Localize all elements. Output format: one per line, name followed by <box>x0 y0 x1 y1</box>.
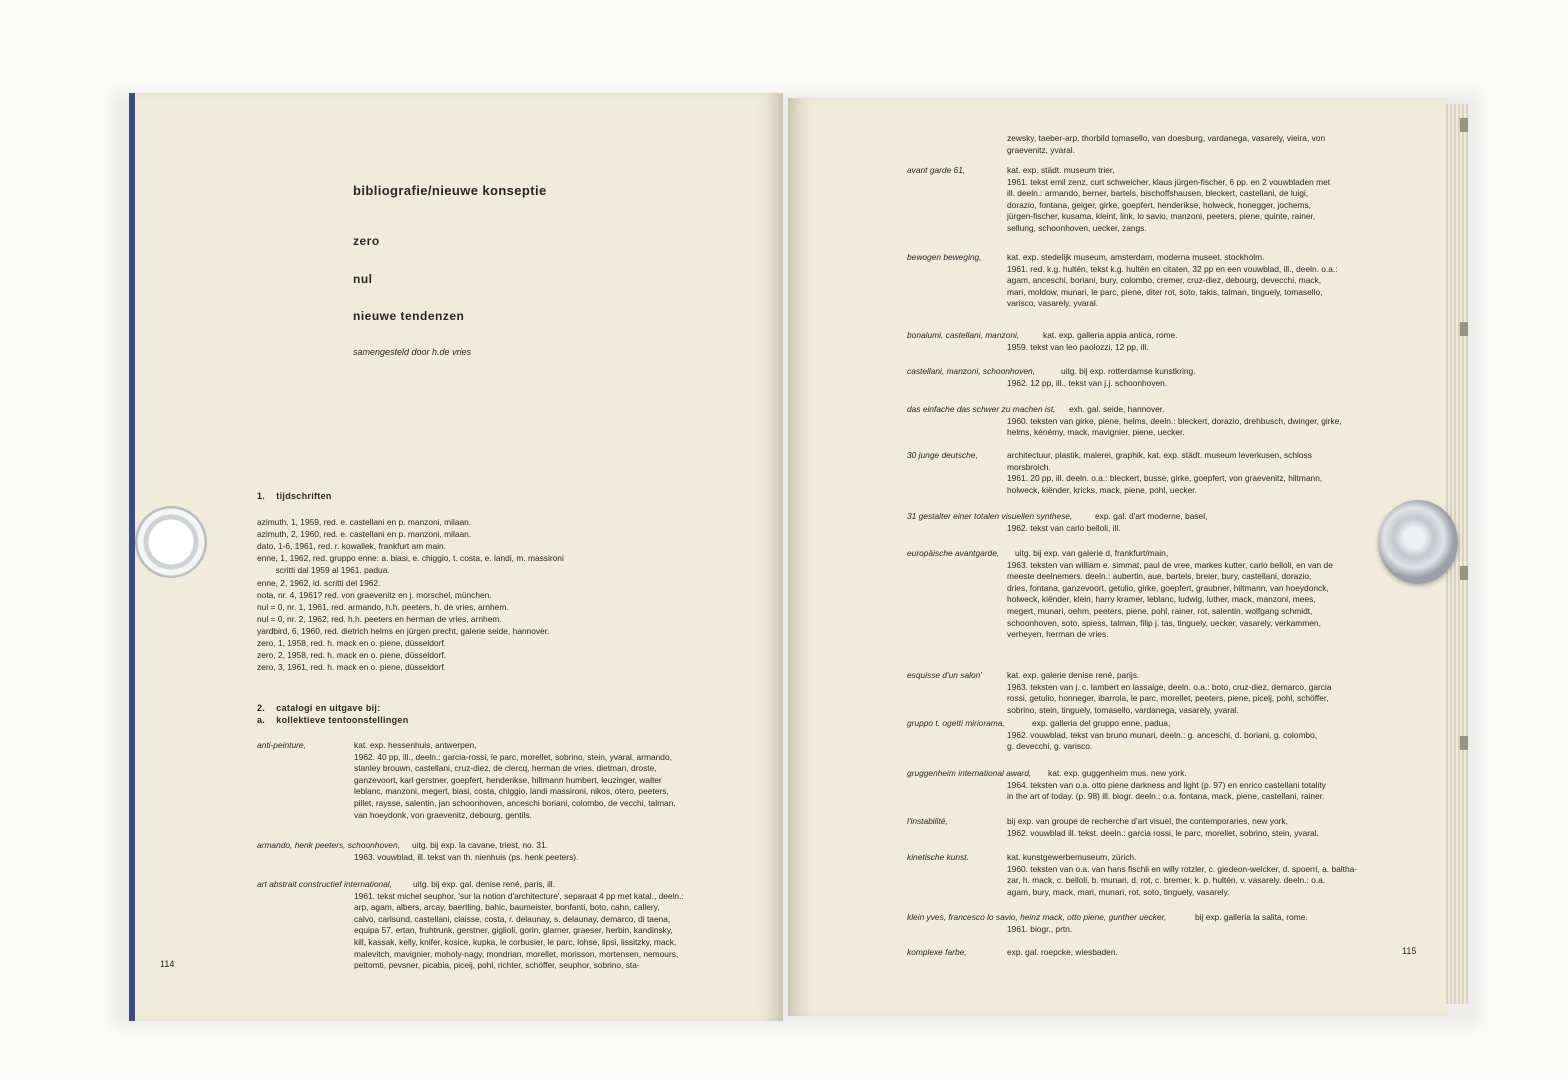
entry-line: 1963. teksten van william e. simmat, paul de vree, markes kutter, carlo belloli, en van de <box>1007 559 1333 570</box>
section-heading-2a: a. kollektieve tentoonstellingen <box>257 715 409 725</box>
entry-line: graevenitz, yvaral. <box>1007 144 1075 155</box>
entry-line: agam, anceschi, boriani, bury, colombo, cremer, cruz-diez, debourg, devecchi, mack, <box>1007 275 1322 286</box>
page-edge-tab <box>1460 118 1468 132</box>
entry-line: uitg. bij exp. gal. denise rené, paris, ill. <box>413 879 555 889</box>
entry-line: 1962. 12 pp, ill., tekst van j.j. schoonhoven. <box>1007 377 1168 388</box>
periodical-entry: enne, 1, 1962, red. gruppo enne: a. biasi, e. chiggio, t. costa, e. landi, m. massironi <box>257 553 564 564</box>
entry-line: jürgen-fischer, kusama, kleint, link, lo savio, manzoni, peeters, piene, quinte, rainer, <box>1007 211 1316 222</box>
entry-line: equipa 57, ertan, fruhtrunk, gerstner, giglioli, gorin, glarner, graeser, herbin, kandinsky, <box>354 925 673 936</box>
page-edge-tab <box>1460 322 1468 336</box>
entry-line: dorazio, fontana, geiger, girke, goepfert, henderikse, holweck, honegger, jochems, <box>1007 199 1312 210</box>
page-number-left: 114 <box>160 959 175 969</box>
entry-line: kat. exp. stedelijk museum, amsterdam, moderna museet, stockholm. <box>1007 252 1265 262</box>
entry-title: 30 junge deutsche, <box>907 450 978 460</box>
periodical-entry: nul = 0, nr. 1, 1961, red. armando, h.h. peeters, h. de vries, arnhem. <box>257 601 509 612</box>
entry-line: 1961. 20 pp, ill. deeln. o.a.: bleckert, busse, girke, goepfert, von graevenitz, hiltmann, <box>1007 473 1323 484</box>
periodical-entry: dato, 1-6, 1961, red. r. kowallek, frankfurt am main. <box>257 541 446 552</box>
entry-line: malevitch, mavignier, moholy-nagy, mondrian, morellet, morisson, mortensen, nemours, <box>354 948 679 959</box>
binder-ring-left <box>135 506 207 578</box>
entry-title: komplexe farbe, <box>907 947 967 957</box>
entry-title: gruggenheim international award, <box>907 768 1032 778</box>
title-item-zero: zero <box>353 234 380 248</box>
page-edge-tab <box>1460 566 1468 580</box>
entry-title: l'instabilité, <box>907 816 948 826</box>
entry-line: meeste deelnemers. deeln.: aubertin, aue, bartels, breier, bury, castellani, dorazio, <box>1007 571 1312 582</box>
entry-line: sellung, schoonhoven, uecker, zangs. <box>1007 222 1147 233</box>
entry-line: 1960. teksten van o.a. van hans fischli en willy rotzler, c. giedeon-welcker, d. spoerri, a. baltha- <box>1007 863 1358 874</box>
entry-line: kat. exp. galleria appia antica, rome. <box>1043 330 1178 340</box>
entry-title: castellani, manzoni, schoonhoven, <box>907 366 1036 376</box>
entry-line: 1961. tekst emil zenz, curt schweicher, klaus jürgen-fischer, 6 pp. en 2 vouwbladen met <box>1007 176 1331 187</box>
entry-line: uitg. bij exp. van galerie d, frankfurt/main, <box>1015 548 1169 558</box>
entry-line: zewsky, taeber-arp, thorbild tomasello, van doesburg, vardanega, vasarely, vieira, von <box>1007 133 1326 143</box>
entry-line: exh. gal. seide, hannover. <box>1069 404 1165 414</box>
entry-line: uitg. bij exp. rotterdamse kunstkring. <box>1061 366 1196 376</box>
entry-line: 1962. vouwblad ill. tekst. deeln.: garcia rossi, le parc, morellet, sobrino, stein, yvaral. <box>1007 827 1319 838</box>
title-item-nul: nul <box>353 272 373 286</box>
entry-line: kat. exp. hessenhuis, antwerpen, <box>354 740 477 750</box>
entry-line: 1959. tekst van leo paolozzi, 12 pp, ill. <box>1007 341 1149 352</box>
entry-title: anti-peinture, <box>257 740 306 750</box>
entry-line: 1961. red. k.g. hultén, tekst k.g. hultén en citaten, 32 pp en een vouwblad, ill., deeln. o.a.: <box>1007 263 1338 274</box>
entry-line: arp, agam, albers, arcay, baertling, bahic, baumeister, bonfanti, boto, cahn, callery, <box>354 902 660 913</box>
entry-title: 31 gestalter einer totalen visuellen synthese, <box>907 511 1073 521</box>
entry-line: exp. gal. d'art moderne, basel, <box>1095 511 1208 521</box>
entry-title: armando, henk peeters, schoonhoven, <box>257 840 400 850</box>
entry-line: pillet, raysse, salentin, jan schoonhoven, anceschi boriani, colombo, de vecchi, talman, <box>354 797 676 808</box>
entry-line: 1962. 40 pp, ill., deeln.: garcia-rossi, le parc, morellet, sobrino, stein, yvaral, armando, <box>354 751 672 762</box>
entry-line: 1960. teksten van girke, piene, helms, deeln.: bleckert, dorazio, drehbusch, dwinger, girke, <box>1007 415 1342 426</box>
entry-title: bewogen beweging, <box>907 252 982 262</box>
periodical-entry: nota, nr. 4, 1961? red. von graevenitz en j. morschel, münchen. <box>257 589 492 600</box>
section-heading-1: 1. tijdschriften <box>257 491 332 501</box>
entry-line: in the art of today. (p. 98) ill. biogr. deeln.: o.a. fontana, mack, piene, castellani, rainer. <box>1007 791 1325 802</box>
entry-line: g. devecchi, g. varisco. <box>1007 741 1093 752</box>
entry-line: 1961. tekst michel seuphor, 'sur la notion d'architecture', separaat 4 pp met katal., deeln.: <box>354 890 684 901</box>
entry-title: avant garde 61, <box>907 165 966 175</box>
entry-line: 1962. vouwblad, tekst van bruno munari, deeln.: g. anceschi, d. boriani, g. colombo, <box>1007 729 1318 740</box>
periodical-entry: azimuth, 2, 1960, red. e. castellani en p. manzoni, milaan. <box>257 529 472 540</box>
entry-line: leblanc, manzoni, megert, biasi, costa, chiggio, landi massironi, nikos, otero, peeters, <box>354 786 669 797</box>
entry-title: europäische avantgarde, <box>907 548 1000 558</box>
page-edge-tab <box>1460 736 1468 750</box>
entry-line: 1962. tekst van carlo belloli, ill. <box>1007 522 1121 533</box>
entry-line: kat. exp. guggenheim mus. new york. <box>1048 768 1187 778</box>
periodical-entry: azimuth, 1, 1959, red. e. castellani en p. manzoni, milaan. <box>257 517 472 527</box>
entry-line: 1963. teksten van j. c. lambert en lassaige, deeln. o.a.: boto, cruz-diez, demarco, garcia <box>1007 681 1332 692</box>
periodical-entry: yardbird, 6, 1960, red. dietrich helms en jürgen precht, galerie seide, hannover. <box>257 625 550 636</box>
entry-line: agam, bury, mack, mari, munari, rot, soto, tinguely, vasarely. <box>1007 886 1230 897</box>
entry-title: gruppo t. ogetti miriorama, <box>907 718 1005 728</box>
entry-line: varisco, vasarely, yvaral. <box>1007 298 1099 309</box>
entry-line: bij exp. galleria la salita, rome. <box>1195 912 1308 922</box>
entry-line: calvo, carlsund, castellani, claisse, costa, r. delaunay, s. delaunay, demarco, di taena, <box>354 913 671 924</box>
entry-line: rossi, getulio, honneger, ibarrola, le parc, morellet, peeters, piene, picelj, pohl, schöffer, <box>1007 693 1329 704</box>
entry-title: esquisse d'un salon' <box>907 670 982 680</box>
entry-line: stanley brouwn, castellani, cruz-diez, de clercq, herman de vries, dietman, droste, <box>354 763 657 774</box>
entry-line: kill, kassak, kelly, knifer, kosice, kupka, le corbusier, le parc, lohse, lipsi, lissitzky, mack, <box>354 936 677 947</box>
entry-line: morsbroich. <box>1007 461 1051 472</box>
page-number-right: 115 <box>1402 946 1417 956</box>
entry-line: exp. gal. roepcke, wiesbaden. <box>1007 947 1118 957</box>
entry-line: uitg. bij exp. la cavane, triest, no. 31. <box>412 840 548 850</box>
periodical-entry: nul = 0, nr. 2, 1962, red. h.h. peeters en herman de vries, arnhem. <box>257 613 502 624</box>
entry-line: zar, h. mack, c. belloli, b. munari, d. rot, c. bremer, k. p. hultén, v. vasarely. deeln.: o.a. <box>1007 875 1326 886</box>
entry-line: kat. exp. städt. museum trier, <box>1007 165 1115 175</box>
entry-line: 1961. biogr., prtn. <box>1007 923 1073 934</box>
periodical-entry: zero, 1, 1958, red. h. mack en o. piene, düsseldorf. <box>257 638 447 648</box>
entry-line: sobrino, stein, tinguely, tomasello, vardanega, vasarely, yvaral. <box>1007 704 1239 715</box>
entry-line: kat. exp. galerie denise rené, parijs. <box>1007 670 1140 680</box>
entry-line: verheyen, herman de vries. <box>1007 629 1109 640</box>
blue-cover-edge <box>129 93 135 1021</box>
entry-line: megert, munari, oehm, peeters, piene, pohl, rainer, rot, salentin, wolfgang schmidt, <box>1007 605 1313 616</box>
section-heading-2: 2. catalogi en uitgave bij: <box>257 703 381 713</box>
periodical-entry: zero, 3, 1961, red. h. mack en o. piene, düsseldorf. <box>257 662 447 673</box>
entry-title: das einfache das schwer zu machen ist, <box>907 404 1056 414</box>
entry-line: schoonhoven, soto, spiess, talman, filip j. tas, tinguely, uecker, vasarely, verkammen, <box>1007 617 1321 628</box>
binder-ring-right <box>1378 500 1458 584</box>
entry-line: ganzevoort, karl gerstner, goepfert, henderikse, hiltmann humbert, leuzinger, walter <box>354 774 662 785</box>
entry-title: art abstrait constructief international, <box>257 879 392 889</box>
entry-title: kinetische kunst. <box>907 852 969 862</box>
entry-line: ill. deeln.: armando, berner, bartels, bischoffshausen, bleckert, castellani, de luigi, <box>1007 188 1309 199</box>
periodical-entry: enne, 2, 1962, id. scritti del 1962. <box>257 577 381 588</box>
periodical-entry: zero, 2, 1958, red. h. mack en o. piene, düsseldorf. <box>257 650 447 661</box>
entry-line: helms, kénémy, mack, mavignier, piene, uecker. <box>1007 427 1185 438</box>
entry-line: pettomti, pevsner, picabia, piceij, pohl, richter, schöffer, seuphor, sobrino, sta- <box>354 960 640 971</box>
entry-line: holweck, kiënder, klein, harry kramer, leblanc, ludwig, luther, mack, manzoni, mees, <box>1007 594 1316 605</box>
entry-line: dries, fontana, ganzevoort, getulio, girke, goepfert, graubner, hiltmann, van hoeydonck, <box>1007 582 1329 593</box>
entry-line: 1963. vouwblad, ill. tekst van th. nienhuis (ps. henk peeters). <box>354 851 579 862</box>
entry-line: van hoeydonk, von graevenitz, debourg, gentils. <box>354 809 532 820</box>
heading-block <box>353 183 547 198</box>
entry-line: kat. kunstgewerbemuseum, zürich. <box>1007 852 1137 862</box>
page-heading: bibliografie/nieuwe konseptie <box>353 183 547 198</box>
entry-line: bij exp. van groupe de recherche d'art visuel, the contemporaries, new york, <box>1007 816 1288 826</box>
title-item-nieuwe-tendenzen: nieuwe tendenzen <box>353 309 465 323</box>
entry-title: klein yves, francesco lo savio, heinz mack, otto piene, gunther uecker, <box>907 912 1167 922</box>
entry-line: architectuur, plastik, malerei, graphik, kat. exp. städt. museum leverkusen, schloss <box>1007 450 1312 460</box>
entry-line: holweck, kiënder, kricks, mack, piene, pohl, uecker. <box>1007 484 1197 495</box>
entry-line: 1964. teksten van o.a. otto piene darkness and light (p. 97) en enrico castellani totality <box>1007 779 1326 790</box>
periodical-entry: scritti dal 1959 al 1961. padua. <box>257 565 390 576</box>
compiled-by: samengesteld door h.de vries <box>353 347 472 357</box>
entry-title: bonalumi, castellani, manzoni, <box>907 330 1020 340</box>
entry-line: exp. galleria del gruppo enne, padua, <box>1032 718 1171 728</box>
entry-line: mari, moldow, munari, le parc, piene, diter rot, soto, takis, talman, tinguely, tomasello, <box>1007 286 1323 297</box>
